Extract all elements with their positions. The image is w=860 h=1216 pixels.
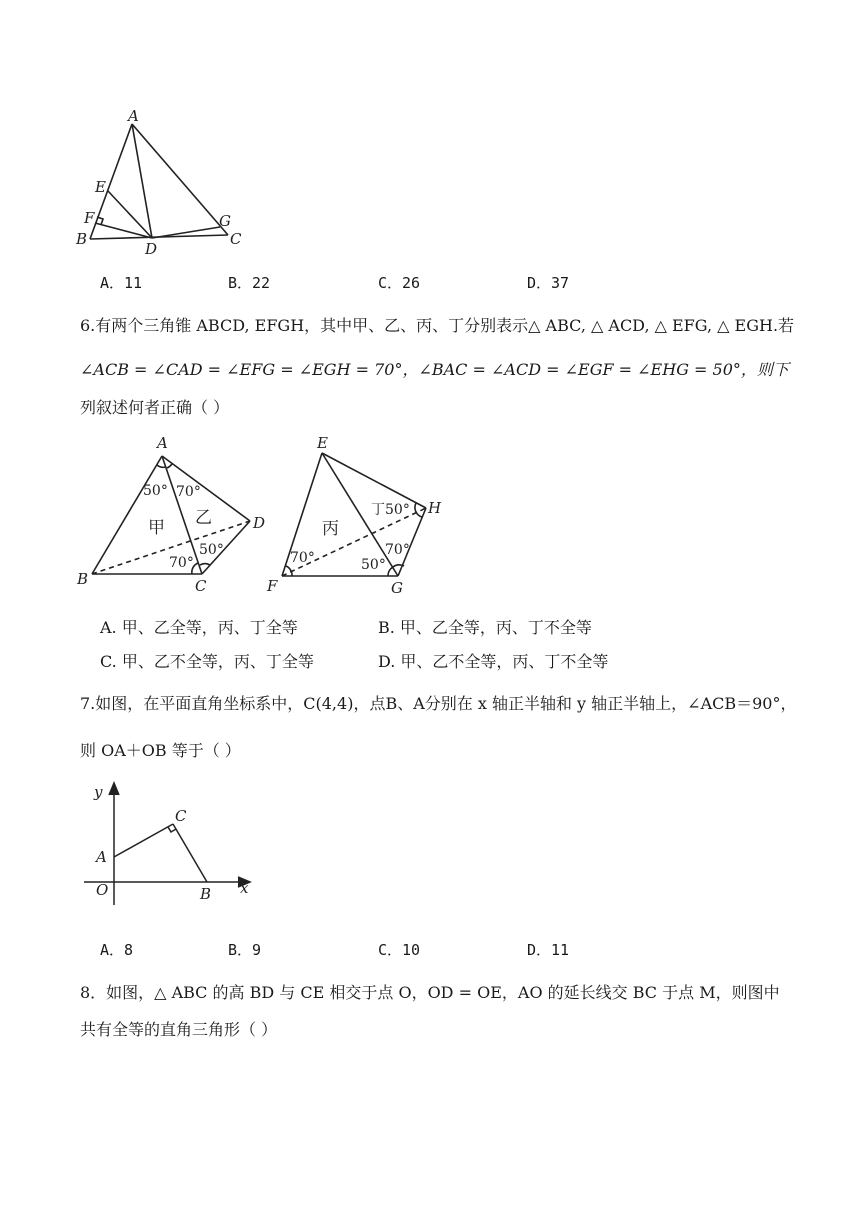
q7-option-b[interactable]: B．9 bbox=[228, 941, 262, 959]
triangle-label-jia: 甲 bbox=[148, 518, 165, 538]
figure-q7 bbox=[80, 775, 260, 905]
angle-label-egh: 70° bbox=[385, 542, 410, 558]
label-g: G bbox=[391, 579, 403, 597]
figure-q6-efgh bbox=[262, 428, 462, 598]
angle-label-bac: 50° bbox=[143, 483, 168, 499]
q8-text-line1: 8．如图，△ ABC 的高 BD 与 CE 相交于点 O，OD = OE，AO 的延长线交 BC 于点 M，则图中 bbox=[80, 983, 780, 1002]
q7-text-line1: 7.如图，在平面直角坐标系中，C(4,4)，点B、A分别在 x 轴正半轴和 y 轴正半轴上，∠ACB＝90°， bbox=[80, 694, 797, 713]
q6-text-line1: 6.有两个三角锥 ABCD, EFGH，其中甲、乙、丙、丁分别表示△ ABC, △ ACD, △ EFG, △ EGH.若 bbox=[80, 316, 795, 335]
triangle-label-yi: 乙 bbox=[195, 508, 212, 528]
angle-label-acd: 50° bbox=[199, 542, 224, 558]
q7-text-line2: 则 OA＋OB 等于（ ） bbox=[80, 741, 241, 760]
angle-label-acb: 70° bbox=[169, 555, 194, 571]
label-b: B bbox=[77, 570, 89, 588]
triangle-label-bing: 丙 bbox=[322, 519, 339, 539]
angle-label-egf: 50° bbox=[361, 557, 386, 573]
figure-q5 bbox=[70, 105, 260, 255]
q5-option-d[interactable]: D．37 bbox=[527, 274, 570, 292]
label-d: D bbox=[253, 514, 266, 532]
label-d: D bbox=[145, 240, 158, 255]
segment-ac bbox=[114, 824, 173, 857]
segment-ab bbox=[92, 456, 162, 574]
label-c: C bbox=[195, 577, 207, 595]
y-axis-arrow bbox=[109, 783, 119, 795]
label-o: O bbox=[96, 881, 109, 899]
q5-option-c[interactable]: C．26 bbox=[378, 274, 421, 292]
label-b: B bbox=[200, 885, 212, 903]
segment-ac bbox=[132, 124, 228, 235]
angle-arc-acd bbox=[200, 564, 210, 565]
angle-arc-efg bbox=[286, 566, 292, 576]
angle-label-efg: 70° bbox=[290, 550, 315, 566]
label-f: F bbox=[267, 577, 278, 595]
angle-arc-cad bbox=[167, 464, 172, 468]
label-y: y bbox=[94, 783, 103, 801]
label-c: C bbox=[175, 807, 187, 825]
label-b: B bbox=[76, 230, 88, 248]
q7-option-c[interactable]: C．10 bbox=[378, 941, 421, 959]
segment-cb bbox=[173, 824, 207, 882]
q6-option-a[interactable]: A. 甲、乙全等，丙、丁全等 bbox=[100, 618, 298, 637]
label-e: E bbox=[95, 178, 106, 196]
label-f: F bbox=[84, 209, 95, 227]
label-e: E bbox=[317, 434, 328, 452]
q6-text-line3: 列叙述何者正确（ ） bbox=[80, 398, 230, 417]
q5-option-b[interactable]: B．22 bbox=[228, 274, 271, 292]
q7-option-a[interactable]: A．8 bbox=[100, 941, 134, 959]
angle-label-ehg: 丁50° bbox=[371, 502, 410, 518]
angle-label-cad: 70° bbox=[176, 484, 201, 500]
segment-fd bbox=[95, 223, 152, 238]
label-h: H bbox=[428, 499, 442, 517]
q8-text-line2: 共有全等的直角三角形（ ） bbox=[80, 1020, 278, 1039]
label-g: G bbox=[219, 212, 231, 230]
label-c: C bbox=[230, 230, 242, 248]
angle-arc-egf bbox=[388, 567, 393, 576]
figure-q6-abcd bbox=[75, 428, 275, 598]
q6-option-d[interactable]: D. 甲、乙不全等，丙、丁不全等 bbox=[378, 652, 609, 671]
q7-option-d[interactable]: D．11 bbox=[527, 941, 570, 959]
segment-eh bbox=[322, 453, 426, 508]
q5-option-a[interactable]: A．11 bbox=[100, 274, 143, 292]
label-a: A bbox=[96, 848, 107, 866]
label-x: x bbox=[240, 879, 249, 897]
q6-option-c[interactable]: C. 甲、乙不全等，丙、丁全等 bbox=[100, 652, 314, 671]
q6-option-b[interactable]: B. 甲、乙全等，丙、丁不全等 bbox=[378, 618, 592, 637]
label-a: A bbox=[128, 107, 139, 125]
q6-text-line2: ∠ACB = ∠CAD = ∠EFG = ∠EGH = 70°，∠BAC = ∠ACD = ∠EGF = ∠EHG = 50°，则下 bbox=[80, 360, 789, 379]
label-a: A bbox=[157, 434, 168, 452]
